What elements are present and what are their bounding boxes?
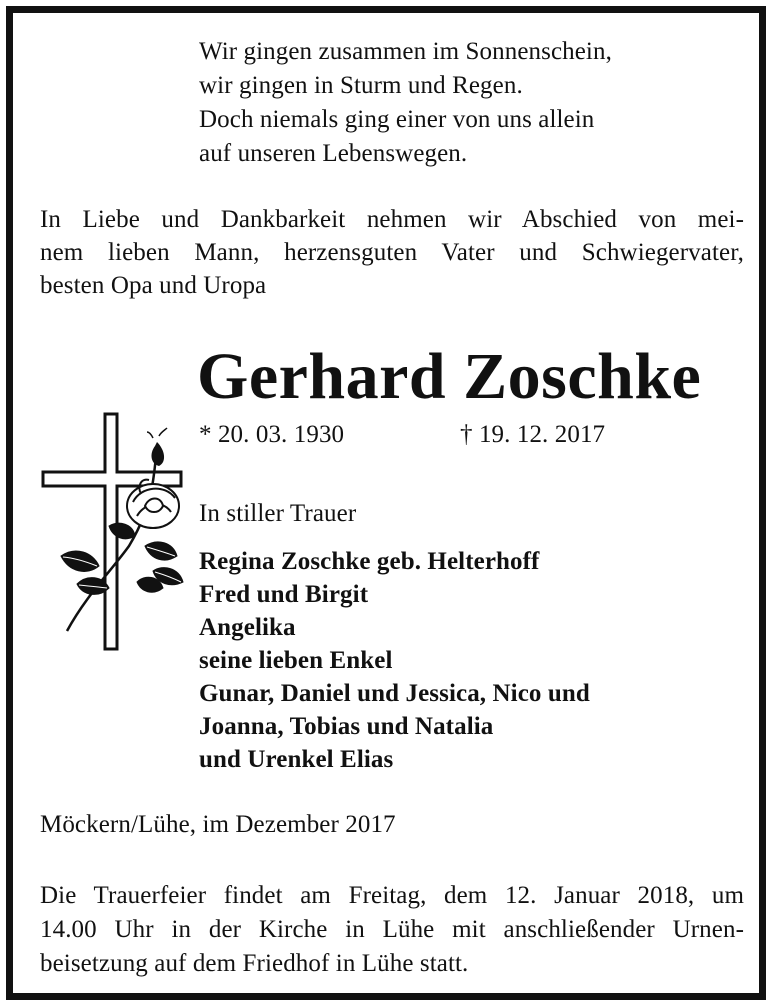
family-line: Regina Zoschke geb. Helterhoff <box>199 548 540 575</box>
family-line: und Urenkel Elias <box>199 746 394 773</box>
family-line: Gunar, Daniel und Jessica, Nico und <box>199 680 590 707</box>
family-line: Fred und Birgit <box>199 581 369 608</box>
family-list <box>199 545 590 776</box>
service-line: 14.00 Uhr in der Kirche in Lühe mit anschließender Urnen- <box>40 916 744 943</box>
family-line: Angelika <box>199 614 296 641</box>
service-line: Die Trauerfeier findet am Freitag, dem 12. Januar 2018, um <box>40 882 744 909</box>
poem-line: Doch niemals ging einer von uns allein <box>199 106 595 133</box>
obituary-frame <box>6 6 766 1000</box>
service-notice <box>40 879 744 981</box>
death-date: † 19. 12. 2017 <box>460 421 606 448</box>
poem-line: wir gingen in Sturm und Regen. <box>199 72 523 99</box>
poem <box>199 35 612 171</box>
poem-line: Wir gingen zusammen im Sonnenschein, <box>199 38 612 65</box>
place-date: Möckern/Lühe, im Dezember 2017 <box>40 811 396 838</box>
cross-with-rose-icon <box>41 406 191 656</box>
intro-line: In Liebe und Dankbarkeit nehmen wir Abschied von mei- <box>40 206 744 233</box>
family-line: seine lieben Enkel <box>199 647 393 674</box>
intro-line: nem lieben Mann, herzensguten Vater und Schwiegervater, <box>40 239 744 266</box>
service-line: beisetzung auf dem Friedhof in Lühe statt. <box>40 950 469 977</box>
family-line: Joanna, Tobias und Natalia <box>199 713 494 740</box>
intro-text <box>40 203 744 302</box>
birth-date: * 20. 03. 1930 <box>199 421 345 448</box>
mourning-line: In stiller Trauer <box>199 500 357 527</box>
poem-line: auf unseren Lebenswegen. <box>199 140 468 167</box>
intro-line: besten Opa und Uropa <box>40 272 267 299</box>
deceased-name: Gerhard Zoschke <box>197 340 702 413</box>
